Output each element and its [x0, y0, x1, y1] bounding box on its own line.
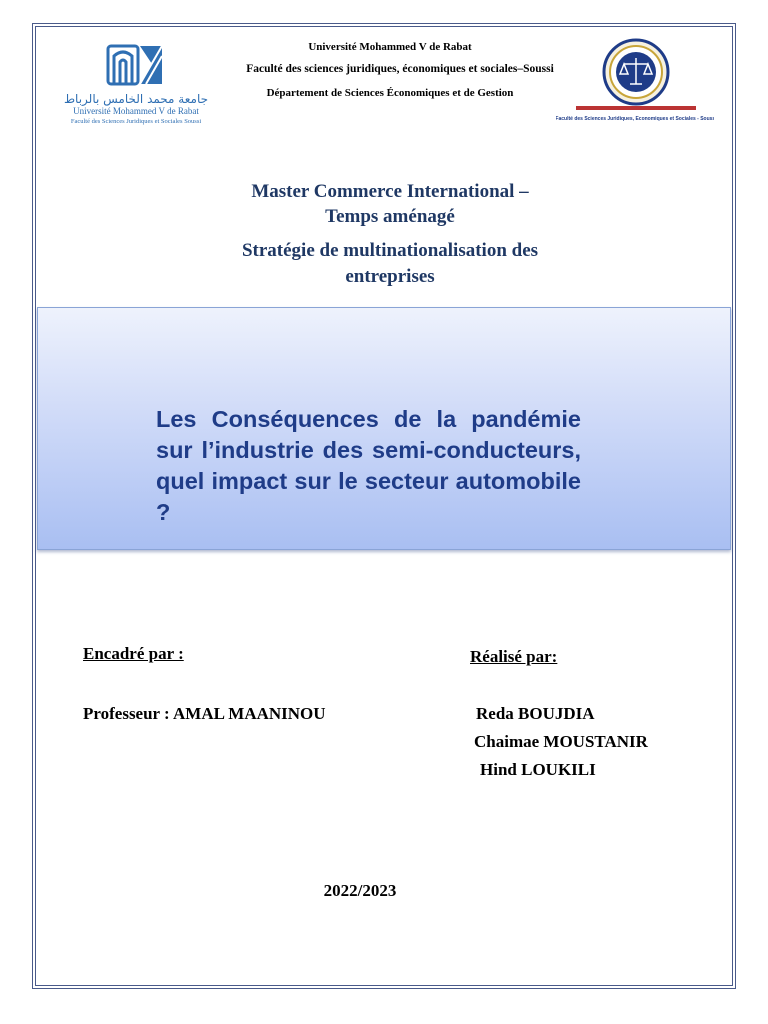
author-name: Chaimae MOUSTANIR	[474, 732, 648, 751]
faculty-name: Faculté des sciences juridiques, économiques et sociales–Soussi	[246, 63, 554, 75]
svg-text:Faculté des Sciences Juridique: Faculté des Sciences Juridiques, Economiques et Sociales - Soussi	[556, 116, 714, 122]
author-name: Hind LOUKILI	[480, 760, 596, 779]
course-title	[140, 238, 640, 290]
course-title-line2: entreprises	[345, 266, 435, 287]
supervisor-label: Encadré par :	[83, 644, 184, 663]
svg-text:Faculté des Sciences Juridique: Faculté des Sciences Juridiques et Sociales Soussi	[70, 118, 202, 125]
program-title-line1: Master Commerce International –	[251, 181, 529, 202]
program-title-line2: Temps aménagé	[325, 206, 455, 227]
course-title-line1: Stratégie de multinationalisation des	[241, 240, 539, 261]
author-name: Reda BOUJDIA	[476, 704, 595, 723]
department-name: Département de Sciences Économiques et de Gestion	[266, 87, 514, 99]
academic-year: 2022/2023	[323, 881, 397, 900]
document-title: Les Conséquences de la pandémie sur l’industrie des semi-conducteurs, quel impact sur le secteur automobile ?	[156, 406, 581, 525]
svg-text:جامعة محمد الخامس بالرباط: جامعة محمد الخامس بالرباط	[63, 92, 209, 106]
supervisor-name: Professeur : AMAL MAANINOU	[83, 704, 326, 723]
university-name: Université Mohammed V de Rabat	[308, 41, 472, 53]
svg-text:Université Mohammed V de Rabat: Université Mohammed V de Rabat	[73, 106, 199, 116]
authors-label: Réalisé par:	[470, 647, 558, 666]
